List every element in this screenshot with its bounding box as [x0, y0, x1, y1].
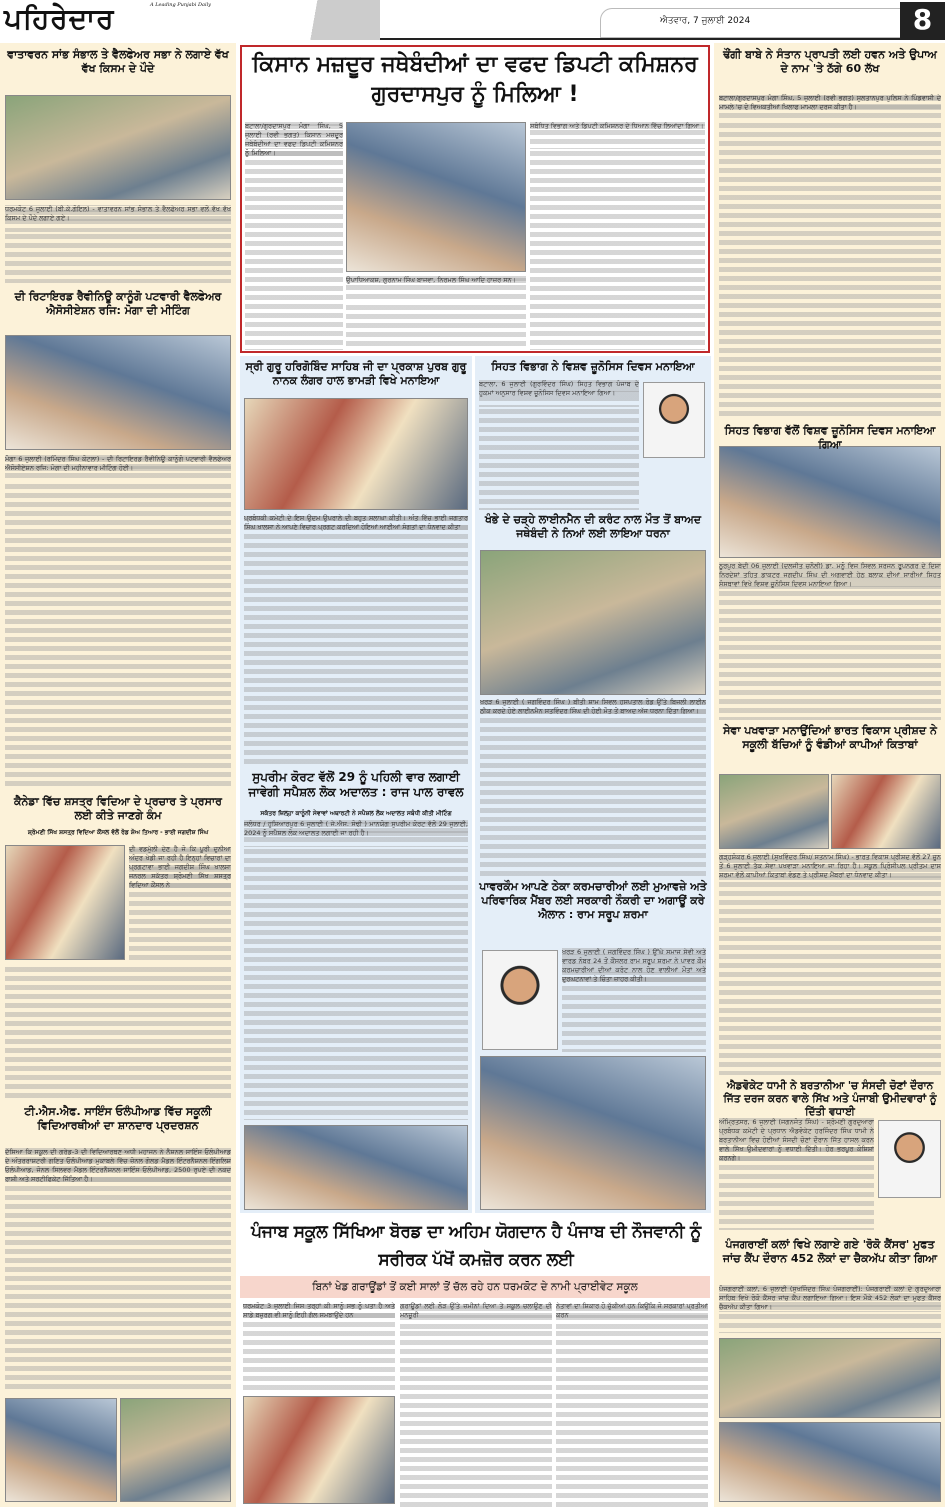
article-body: ਮੋਗਾ 6 ਜੁਲਾਈ (ਰਮਿੰਦਰ ਸਿੰਘ ਕੋਟਲਾ) - ਦੀ ਰਿਟਾਇਰਡ ਰੈਵੀਨਿਊ ਕਾਨੂੰਗੋ ਪਟਵਾਰੀ ਵੈਲਫੇਅਰ ਐਸੋਸੀਏਸ਼ਨ ਰਜਿ: ਮੋਗਾ ਦੀ ਮਹੀਨਾਵਾਰ ਮੀਟਿੰਗ ਹੋਈ।: [5, 455, 231, 790]
article-photo: [719, 774, 829, 849]
article-photo: [831, 774, 941, 849]
article-headline: ਢੌਂਗੀ ਬਾਬੇ ਨੇ ਸੰਤਾਨ ਪ੍ਰਾਪਤੀ ਲਈ ਹਵਨ ਅਤੇ ਉਪਾਅ ਦੇ ਨਾਮ 'ਤੇ ਠੱਗੇ 60 ਲੱਖ: [723, 48, 937, 75]
article-photo: [243, 1396, 395, 1504]
article-body: ਪ੍ਰਬੰਧਕੀ ਕਮੇਟੀ ਦੇ ਇਸ ਉਦਮ ਉਪਰਾਲੇ ਦੀ ਬਹੁਤ ਸਲਾਘਾ ਕੀਤੀ। ਅੰਤ ਵਿੱਚ ਭਾਈ ਜਗਤਾਰ ਸਿੰਘ ਖਾਲਸਾ ਨੇ ਆਪਣੇ ਵਿਚਾਰ ਪ੍ਰਗਟ ਕਰਦਿਆਂ ਹੋਇਆਂ ਆਈਆਂ ਸੰਗਤਾਂ ਦਾ ਧੰਨਵਾਦ ਕੀਤਾ: [244, 514, 468, 766]
article-body: ਜਲੰਧਰ / ਹੁਸ਼ਿਆਰਪੁਰ 6 ਜੁਲਾਈ ( ਜੇ.ਐਸ. ਸੋਢੀ ) ਮਾਨਯੋਗ ਸੁਪਰੀਮ ਕੋਰਟ ਵੱਲੋਂ 29 ਜੁਲਾਈ, 2024 ਨੂੰ ਸਪੈਸ਼ਲ ਲੋਕ ਅਦਾਲਤ ਲਗਾਈ ਜਾ ਰਹੀ ਹੈ।: [244, 820, 468, 1120]
article-body: ਖਰੜ 6 ਜੁਲਾਈ ( ਜਗਵਿੰਦਰ ਸਿੰਘ ) ਉੱਘੇ ਸਮਾਜ ਸੇਵੀ ਅਤੇ ਵਾਰਡ ਨੰਬਰ 24 ਤੋਂ ਕੌਂਸਲਰ ਰਾਮ ਸਰੂਪ ਸ਼ਰਮਾ ਨੇ ਪਾਵਰ ਕੌਮ ਕਰਮਚਾਰੀਆਂ ਦੀਆਂ ਕਰੰਟ ਨਾਲ ਹੋਣ ਵਾਲੀਆਂ ਮੌਤਾਂ ਅਤੇ ਦੁਰਘਟਨਾਵਾਂ ਤੇ ਚਿੰਤਾ ਜ਼ਾਹਰ ਕੀਤੀ।: [562, 948, 706, 1052]
lead-body: ਸਬੰਧਿਤ ਵਿਭਾਗ ਅਤੇ ਡਿਪਟੀ ਕਮਿਸ਼ਨਰ ਦੇ ਧਿਆਨ ਵਿੱਚ ਲਿਆਂਦਾ ਗਿਆ।: [530, 122, 705, 350]
article-photo: [719, 1422, 941, 1502]
article-body: ਨੂਰਪੁਰ ਬੇਦੀ 06 ਜੁਲਾਈ (ਦਲਜੀਤ ਚਨੌਲੀ) ਡਾ. ਮਨੂੰ ਵਿਜ ਸਿਵਲ ਸਰਜਨ ਰੂਪਨਗਰ ਦੇ ਦਿਸ਼ਾ ਨਿਰਦੇਸ਼ਾਂ ਤਹਿਤ ਡਾਕਟਰ ਜਗਦੀਪ ਸਿੰਘ ਦੀ ਅਗਵਾਈ ਹੇਠ ਬਲਾਕ ਦੀਆਂ ਸਾਰੀਆਂ ਸਿਹਤ ਸੰਸਥਾਵਾਂ ਵਿਖੇ ਵਿਸ਼ਵ ਜ਼ੂਨੋਸਿਸ ਦਿਵਸ ਮਨਾਇਆ ਗਿਆ।: [719, 562, 941, 720]
masthead-logo: ਪਹਿਰੇਦਾਰ: [4, 2, 115, 35]
article-body: ਦੱਸਿਆ ਕਿ ਸਕੂਲ ਦੀ ਗਰੇਡ-3 ਦੀ ਵਿਦਿਆਰਥਣ ਅਧੀ ਮਹਾਜਨ ਨੇ ਨੈਸ਼ਨਲ ਸਾਇੰਸ ਓਲੰਪੀਆਡ ਦੇ ਅੰਤਰਰਾਸ਼ਟਰੀ ਗਣਿਤ ਓਲੰਪੀਆਡ ਮੁਕਾਬਲੇ ਵਿੱਚ ਜ਼ੋਨਲ ਗੋਲਡ ਮੈਡਲ ਇੰਟਰਨੈਸ਼ਨਲ ਇੰਗਲਿਸ਼ ਓਲੰਪੀਆਡ, ਜੋਨਲ ਸਿਲਵਰ ਮੈਡਲ ਇੰਟਰਨੈਸ਼ਨਲ ਸਾਇੰਸ ਓਲੰਪੀਆਡ, 2500 ਰੁਪਏ ਦੀ ਨਕਦ ਰਾਸ਼ੀ ਅਤੇ ਸਰਟੀਫਿਕੇਟ ਜਿੱਤਿਆ ਹੈ।: [5, 1148, 231, 1393]
article-headline: ਐਡਵੋਕੇਟ ਧਾਮੀ ਨੇ ਬਰਤਾਨੀਆ 'ਚ ਸੰਸਦੀ ਚੋਣਾਂ ਦੌਰਾਨ ਜਿੱਤ ਦਰਜ ਕਰਨ ਵਾਲੇ ਸਿੱਖ ਅਤੇ ਪੰਜਾਬੀ ਉਮੀਦਵਾਰਾਂ ਨੂੰ ਦਿੱਤੀ ਵਧਾਈ: [723, 1080, 937, 1119]
article-body: ਬਟਾਲਾ, 6 ਜੁਲਾਈ (ਗੁਰਵਿੰਦਰ ਸਿੰਘ) ਸਿਹਤ ਵਿਭਾਗ ਪੰਜਾਬ ਦੇ ਹੁਕਮਾਂ ਅਨੁਸਾਰ ਵਿਸ਼ਵ ਜ਼ੂਨੋਸਿਸ ਦਿਵਸ ਮਨਾਇਆ ਗਿਆ।: [479, 380, 639, 510]
article-body-continued: [5, 965, 231, 1100]
bottom-headline: ਪੰਜਾਬ ਸਕੂਲ ਸਿੱਖਿਆ ਬੋਰਡ ਦਾ ਅਹਿਮ ਯੋਗਦਾਨ ਹੈ ਪੰਜਾਬ ਦੀ ਨੌਜਵਾਨੀ ਨੂੰ ਸਰੀਰਕ ਪੱਖੋਂ ਕਮਜ਼ੋਰ ਕਰਨ ਲਈ: [251, 1222, 701, 1270]
article-subhead: ਸਕੱਤਰ ਜ਼ਿਲ੍ਹਾ ਕਾਨੂੰਨੀ ਸੇਵਾਵਾਂ ਅਥਾਰਟੀ ਨੇ ਸਪੈਸ਼ਲ ਲੋਕ ਅਦਾਲਤ ਸਬੰਧੀ ਕੀਤੀ ਮੀਟਿੰਗ: [260, 810, 452, 817]
article-headline: ਪਾਵਰਕੌਮ ਆਪਣੇ ਠੇਕਾ ਕਰਮਚਾਰੀਆਂ ਲਈ ਮੁਆਵਜ਼ੇ ਅਤੇ ਪਰਿਵਾਰਿਕ ਮੈਂਬਰ ਲਈ ਸਰਕਾਰੀ ਨੌਕਰੀ ਦਾ ਅਗਾਊਂ ਕਰੇ ਐਲਾਨ : ਰਾਮ ਸਰੂਪ ਸ਼ਰਮਾ: [479, 880, 707, 921]
lead-body: ਉਪਾਧਿਆਕਸ਼, ਗੁਰਨਾਮ ਸਿੰਘ ਬਾਜਵਾ, ਨਿਰਮਲ ਸਿੰਘ ਆਦਿ ਹਾਜ਼ਰ ਸਨ।: [346, 276, 526, 350]
lead-headline: ਕਿਸਾਨ ਮਜ਼ਦੂਰ ਜਥੇਬੰਦੀਆਂ ਦਾ ਵਫਦ ਡਿਪਟੀ ਕਮਿਸ਼ਨਰ ਗੁਰਦਾਸਪੁਰ ਨੂੰ ਮਿਲਿਆ !: [252, 52, 698, 107]
article-headline: ਦੀ ਰਿਟਾਇਰਡ ਰੈਵੀਨਿਊ ਕਾਨੂੰਗੋ ਪਟਵਾਰੀ ਵੈਲਫੇਅਰ ਐਸੋਸੀਏਸ਼ਨ ਰਜਿ: ਮੋਗਾ ਦੀ ਮੀਟਿੰਗ: [14, 290, 222, 317]
article-photo: [5, 1398, 117, 1502]
article-portrait: [482, 950, 558, 1050]
bottom-body: ਨੇਤਾਵਾਂ ਦਾ ਸ਼ਿਕਾਰ ਹੋ ਚੁੱਕੀਆਂ ਹਨ ਕਿਉਂਕਿ ਜੋ ਸਰਕਾਰਾਂ ਪ੍ਰਤੀਆਂ ਕਰਨ: [556, 1302, 708, 1507]
article-body: ਖਰੜ 6 ਜੁਲਾਈ ( ਜਗਵਿੰਦਰ ਸਿੰਘ ) ਬੀਤੀ ਸ਼ਾਮ ਸਿਵਲ ਹਸਪਤਾਲ ਰੋਡ ਉੱਤੇ ਬਿਜਲੀ ਲਾਈਨ ਠੀਕ ਕਰਦੇ ਹੋਏ ਲਾਈਨਮੈਨ ਸਤਵਿੰਦਰ ਸਿੰਘ ਦੀ ਹੋਈ ਮੌਤ ਤੋਂ ਬਾਅਦ ਅੱਜ ਧਰਨਾ ਦਿੱਤਾ ਗਿਆ।: [480, 698, 706, 878]
article-subhead: ਸ਼੍ਰੋਮਣੀ ਸਿੱਖ ਸ਼ਸਤ੍ਰ ਵਿਦਿਆ ਕੌਂਸਲ ਵੱਲੋਂ ਰੋਡ ਸ਼ੋਅ ਤਿਆਰ - ਭਾਈ ਜਗਦੀਸ਼ ਸਿੰਘ: [27, 829, 209, 836]
article-portrait: [643, 382, 705, 458]
article-photo: [120, 1398, 231, 1502]
article-photo: [719, 446, 941, 558]
issue-date: ਐਤਵਾਰ, 7 ਜੁਲਾਈ 2024: [660, 16, 751, 26]
article-body: ਅੰਮ੍ਰਿਤਸਰ, 6 ਜੁਲਾਈ (ਜਗਨਜੋਤ ਸਿੰਘ) - ਸ਼੍ਰੋਮਣੀ ਗੁਰਦੁਆਰਾ ਪ੍ਰਬੰਧਕ ਕਮੇਟੀ ਦੇ ਪ੍ਰਧਾਨ ਐਡਵੋਕੇਟ ਹਰਜਿੰਦਰ ਸਿੰਘ ਧਾਮੀ ਨੇ ਬਰਤਾਨੀਆ ਵਿਚ ਹੋਈਆਂ ਸੰਸਦੀ ਚੋਣਾਂ ਦੌਰਾਨ ਜਿੱਤ ਹਾਸਲ ਕਰਨ ਵਾਲੇ ਸਿੱਖ ਉਮੀਦਵਾਰਾਂ ਨੂੰ ਵਧਾਈ ਦਿੱਤੀ। ਹੋਰ ਭਰਪੂਰ ਕੋਸ਼ਿਸ਼ਾਂ ਕਰਨਗੇ।: [719, 1118, 874, 1230]
article-portrait: [878, 1120, 941, 1198]
article-photo: [480, 1056, 706, 1210]
masthead-tagline: A Leading Punjabi Daily: [150, 2, 212, 8]
article-body: ਪੰਜਗਰਾਈਂ ਕਲਾਂ, 6 ਜੁਲਾਈ (ਸੁਖਜਿੰਦਰ ਸਿੰਘ ਪੰਜਗਰਾਈਂ): ਪੰਜਗਰਾਈਂ ਕਲਾਂ ਦੇ ਗੁਰਦੁਆਰਾ ਸਾਹਿਬ ਵਿਖੇ ਰੋਕੋ ਕੈਂਸਰ ਜਾਂਚ ਕੈਂਪ ਲਗਾਇਆ ਗਿਆ। ਇਸ ਮੌਕੇ 452 ਲੋਕਾਂ ਦਾ ਮੁਫਤ ਕੈਂਸਰ ਚੈਕਅੱਪ ਕੀਤਾ ਗਿਆ।: [719, 1285, 941, 1333]
article-photo: [719, 1338, 941, 1418]
article-photo: [5, 845, 125, 960]
article-body: ਗੜ੍ਹਸ਼ੰਕਰ 6 ਜੁਲਾਈ (ਸੁਖਵਿੰਦਰ ਸਿੰਘ/ ਸਤਨਾਮ ਸਿੰਘ) - ਭਾਰਤ ਵਿਕਾਸ ਪ੍ਰੀਸ਼ਦ ਵੱਲੋਂ 27 ਜੂਨ ਤੋਂ 6 ਜੁਲਾਈ ਤੱਕ ਸੇਵਾ ਪਖਵਾੜਾ ਮਨਾਇਆ ਜਾ ਰਿਹਾ ਹੈ। ਸਕੂਲ ਪ੍ਰਿੰਸੀਪਲ ਪ੍ਰੀਤਮ ਦਾਸ ਸ਼ਰਮਾ ਵੱਲੋਂ ਕਾਪੀਆਂ ਕਿਤਾਬਾਂ ਵੰਡਣ ਤੇ ਪ੍ਰੀਸ਼ਦ ਮੈਂਬਰਾਂ ਦਾ ਧੰਨਵਾਦ ਕੀਤਾ।: [719, 853, 941, 1075]
article-headline: ਟੀ.ਐਸ.ਐਫ. ਸਾਇੰਸ ਓਲੰਪੀਆਡ ਵਿੱਚ ਸਕੂਲੀ ਵਿਦਿਆਰਥੀਆਂ ਦਾ ਸ਼ਾਨਦਾਰ ਪ੍ਰਦਰਸ਼ਨ: [24, 1105, 212, 1132]
article-headline: ਸੇਵਾ ਪਖਵਾੜਾ ਮਨਾਉਂਦਿਆਂ ਭਾਰਤ ਵਿਕਾਸ ਪ੍ਰੀਸ਼ਦ ਨੇ ਸਕੂਲੀ ਬੱਚਿਆਂ ਨੂੰ ਵੰਡੀਆਂ ਕਾਪੀਆਂ ਕਿਤਾਬਾਂ: [723, 724, 937, 751]
article-headline: ਖੰਭੇ ਦੇ ਚੜ੍ਹੇ ਲਾਈਨਮੈਨ ਦੀ ਕਰੰਟ ਨਾਲ ਮੌਤ ਤੋਂ ਬਾਅਦ ਜਥੇਬੰਦੀ ਨੇ ਨਿਆਂ ਲਈ ਲਾਇਆ ਧਰਨਾ: [484, 513, 702, 540]
bottom-body: ਗਰਾਊਂਡਾਂ ਲਈ ਲੋੜ ਉੱਤੇ ਜ਼ਮੀਨਾਂ ਦਿਆ ਤੇ ਸਕੂਲ ਚਲਾਉਣ ਦੀ ਮਨਜ਼ੂਰੀ: [400, 1302, 552, 1507]
article-photo: [5, 95, 231, 200]
article-photo: [244, 1125, 468, 1210]
lead-photo: [346, 122, 526, 272]
masthead: [0, 0, 945, 40]
article-headline: ਕੈਨੇਡਾ ਵਿੱਚ ਸ਼ਸਤ੍ਰ ਵਿਦਿਆ ਦੇ ਪ੍ਰਚਾਰ ਤੇ ਪ੍ਰਸਾਰ ਲਈ ਕੀਤੇ ਜਾਣਗੇ ਕੰਮ: [14, 795, 222, 822]
article-headline: ਸਿਹਤ ਵਿਭਾਗ ਨੇ ਵਿਸ਼ਵ ਜ਼ੂਨੋਸਿਸ ਦਿਵਸ ਮਨਾਇਆ: [491, 360, 695, 373]
article-headline: ਸਿਹਤ ਵਿਭਾਗ ਵੱਲੋਂ ਵਿਸ਼ਵ ਜ਼ੂਨੋਸਿਸ ਦਿਵਸ ਮਨਾਇਆ ਗਿਆ: [724, 424, 936, 451]
article-body: ਧਰਮਕੋਟ 6 ਜੁਲਾਈ (ਬੀ.ਕੇ.ਗੋਇਲ) - ਵਾਤਾਵਰਨ ਸਾਂਭ ਸੰਭਾਲ ਤੇ ਵੈਲਫੇਅਰ ਸਭਾ ਵਲੋਂ ਵੱਖ ਵੱਖ ਕਿਸਮ ਦੇ ਪੌਦੇ ਲਗਾਏ ਗਏ।: [5, 205, 231, 283]
bottom-subhead: ਬਿਨਾਂ ਖੇਡ ਗਰਾਊਂਡਾਂ ਤੋਂ ਕਈ ਸਾਲਾਂ ਤੋਂ ਚੱਲ ਰਹੇ ਹਨ ਧਰਮਕੋਟ ਦੇ ਨਾਮੀ ਪ੍ਰਾਈਵੇਟ ਸਕੂਲ: [240, 1276, 710, 1298]
bottom-body: ਧਰਮਕੋਟ 3 ਜੁਲਾਈ ਜਿਸ ਤਰ੍ਹਾਂ ਕੀ ਸਾਨੂੰ ਸਭ ਨੂੰ ਪਤਾ ਹੈ ਅਤੇ ਸਾਡੇ ਬਜ਼ੁਰਗ ਵੀ ਸਾਨੂੰ ਇਹੀ ਗੱਲ ਸਮਝਾਉਂਦੇ ਹਨ: [243, 1302, 395, 1392]
article-photo: [480, 550, 706, 695]
article-body: ਬਟਾਲਾ/ਗੁਰਦਾਸਪੁਰ ਮੰਗਾ ਸਿੰਘ, 5 ਜੁਲਾਈ (ਰਵੀ ਭਗਤ) ਸੁਲਤਾਨਪੁਰ ਪੁਲਿਸ ਨੇ ਪਿੰਡਵਾਸੀ ਦੇ ਮਾਮਲੇ 'ਚ ਦੋ ਵਿਅਕਤੀਆਂ ਖਿਲਾਫ ਮਾਮਲਾ ਦਰਜ ਕੀਤਾ ਹੈ।: [719, 94, 941, 419]
article-body: ਦੀ ਵਡਮੁੱਲੀ ਦੇਣ ਹੈ ਜੋ ਕਿ ਪੂਰੀ ਦੁਨੀਆ ਅੰਦਰ ਖੇਡੀ ਜਾ ਰਹੀ ਹੈ ਇਨ੍ਹਾਂ ਵਿਚਾਰਾਂ ਦਾ ਪ੍ਰਗਟਾਵਾ ਭਾਈ ਜਗਦੀਸ਼ ਸਿੰਘ ਖਾਲਸਾ ਜਨਰਲ ਸਕੱਤਰ ਸ਼੍ਰੋਮਣੀ ਸਿੱਖ ਸ਼ਸਤ੍ਰ ਵਿਦਿਆ ਕੌਂਸਲ ਨੇ: [129, 845, 231, 960]
lead-body: ਬਟਾਲਾ/ਗੁਰਦਾਸਪੁਰ ਮੰਗਾ ਸਿੰਘ, 5 ਜੁਲਾਈ (ਰਵੀ ਭਗਤ) ਕਿਸਾਨ ਮਜ਼ਦੂਰ ਜਥੇਬੰਦੀਆਂ ਦਾ ਵਫਦ ਡਿਪਟੀ ਕਮਿਸ਼ਨਰ ਨੂੰ ਮਿਲਿਆ।: [245, 122, 343, 350]
article-photo: [5, 335, 231, 450]
article-headline: ਸੁਪਰੀਮ ਕੋਰਟ ਵੱਲੋਂ 29 ਨੂੰ ਪਹਿਲੀ ਵਾਰ ਲਗਾਈ ਜਾਵੇਗੀ ਸਪੈਸ਼ਲ ਲੋਕ ਅਦਾਲਤ : ਰਾਜ ਪਾਲ ਰਾਵਲ: [248, 770, 464, 799]
article-headline: ਵਾਤਾਵਰਨ ਸਾਂਭ ਸੰਭਾਲ ਤੇ ਵੈਲਫੇਅਰ ਸਭਾ ਨੇ ਲਗਾਏ ਵੱਖ ਵੱਖ ਕਿਸਮ ਦੇ ਪੌਦੇ: [7, 48, 229, 75]
article-headline: ਪੰਜਗਰਾਈਂ ਕਲਾਂ ਵਿਖੇ ਲਗਾਏ ਗਏ 'ਰੋਕੋ ਕੈਂਸਰ' ਮੁਫਤ ਜਾਂਚ ਕੈਂਪ ਦੌਰਾਨ 452 ਲੋਕਾਂ ਦਾ ਚੈਕਅੱਪ ਕੀਤਾ ਗਿਆ: [722, 1238, 938, 1265]
page-number: 8: [900, 2, 945, 38]
article-photo: [244, 398, 468, 510]
article-headline: ਸ੍ਰੀ ਗੁਰੂ ਹਰਿਗੋਬਿੰਦ ਸਾਹਿਬ ਜੀ ਦਾ ਪ੍ਰਕਾਸ਼ ਪੁਰਬ ਗੁਰੂ ਨਾਨਕ ਲੰਗਰ ਹਾਲ ਭਾਮੜੀ ਵਿਖੇ ਮਨਾਇਆ: [245, 360, 467, 387]
